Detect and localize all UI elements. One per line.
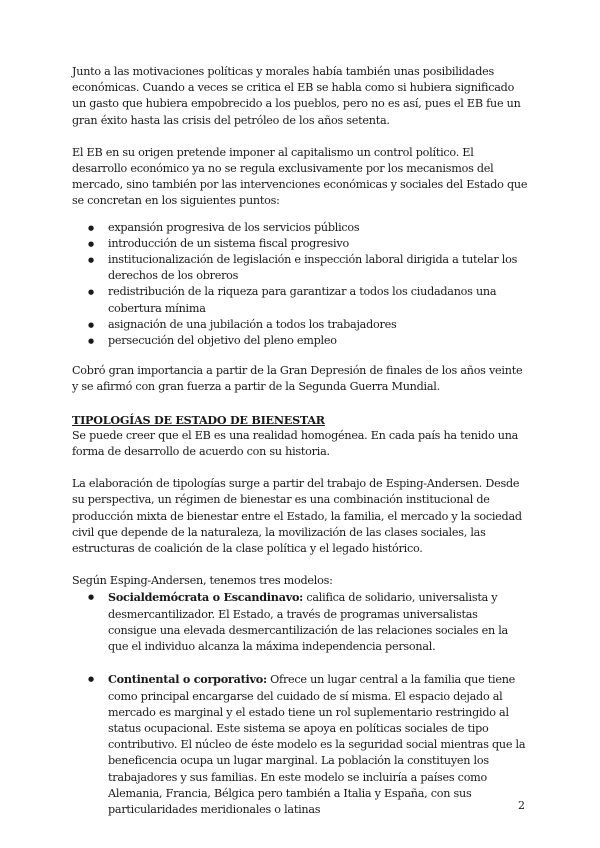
section-heading: TIPOLOGÍAS DE ESTADO DE BIENESTAR [72,412,325,427]
paragraph-homogeneous: Se puede creer que el EB es una realidad homogénea. En cada país ha tenido una forma de desarrollo de acuerdo con su historia. [72,428,519,459]
model-title: Socialdemócrata o Escandinavo: [108,590,304,605]
list-item: ● introducción de un sistema fiscal progresivo [72,236,528,252]
list-item: ● persecución del objetivo del pleno empleo [72,333,528,349]
list-item: ● redistribución de la riqueza para garantizar a todos los ciudadanos una cobertura mínima [72,284,528,316]
list-item: ● asignación de una jubilación a todos los trabajadores [72,317,528,333]
document-page [72,64,528,818]
model-title: Continental o corporativo: [108,672,267,687]
model-item-continental [72,671,528,818]
paragraph-great-depression: Cobró gran importancia a partir de la Gran Depresión de finales de los años veinte y se afirmó con gran fuerza a partir de la Segunda Guerra Mundial. [72,364,523,394]
model-description: califica de solidario, universalista y desmercantilizador. El Estado, a través de programas universalistas consigue una elevada desmercantilización de las relaciones sociales en la que el individuo alcanza la máxima independencia personal. [108,591,508,654]
paragraph-economic-possibilities: Junto a las motivaciones políticas y morales había también unas posibilidades económicas. Cuando a veces se critica el EB se habla como si hubiera significado un gasto que hubiera empobrecido a los pueblos, pero no es así, pues el EB fue un gran éxito hasta las crisis del petróleo de los años setenta. [72,65,521,127]
model-description: Ofrece un lugar central a la familia que tiene como principal encargarse del cuidado de sí misma. El espacio dejado al mercado es marginal y el estado tiene un rol suplementario restringido al status ocupacional. Este sistema se apoya en políticas sociales de tipo contributivo. El núcleo de éste modelo es la seguridad social mientras que la beneficencia ocupa un lugar marginal. La población la constituyen los trabajadores y sus familias. En este modelo se incluiría a países como Alemania, Francia, Bélgica pero también a Italia y España, con sus particularidades meridionales o latinas [108,673,526,816]
model-item-socialdemocrata [72,589,528,655]
models-list [72,589,528,818]
page-number: 2 [518,799,525,812]
intervention-list [72,220,528,350]
paragraph-three-models: Según Esping-Andersen, tenemos tres modelos: [72,574,333,588]
paragraph-political-control: El EB en su origen pretende imponer al capitalismo un control político. El desarrollo económico ya no se regula exclusivamente por los mecanismos del mercado, sino también por las intervenciones económicas y sociales del Estado que se concretan en los siguientes puntos: [72,145,528,208]
list-item: ● institucionalización de legislación e inspección laboral dirigida a tutelar los derechos de los obreros [72,252,528,284]
list-item: ● expansión progresiva de los servicios públicos [72,220,528,236]
paragraph-typologies: La elaboración de tipologías surge a partir del trabajo de Esping-Andersen. Desde su perspectiva, un régimen de bienestar es una combinación institucional de producción mixta de bienestar entre el Estado, la familia, el mercado y la sociedad civil que depende de la naturaleza, la movilización de las clases sociales, las estructuras de coalición de la clase política y el legado histórico. [72,477,522,556]
